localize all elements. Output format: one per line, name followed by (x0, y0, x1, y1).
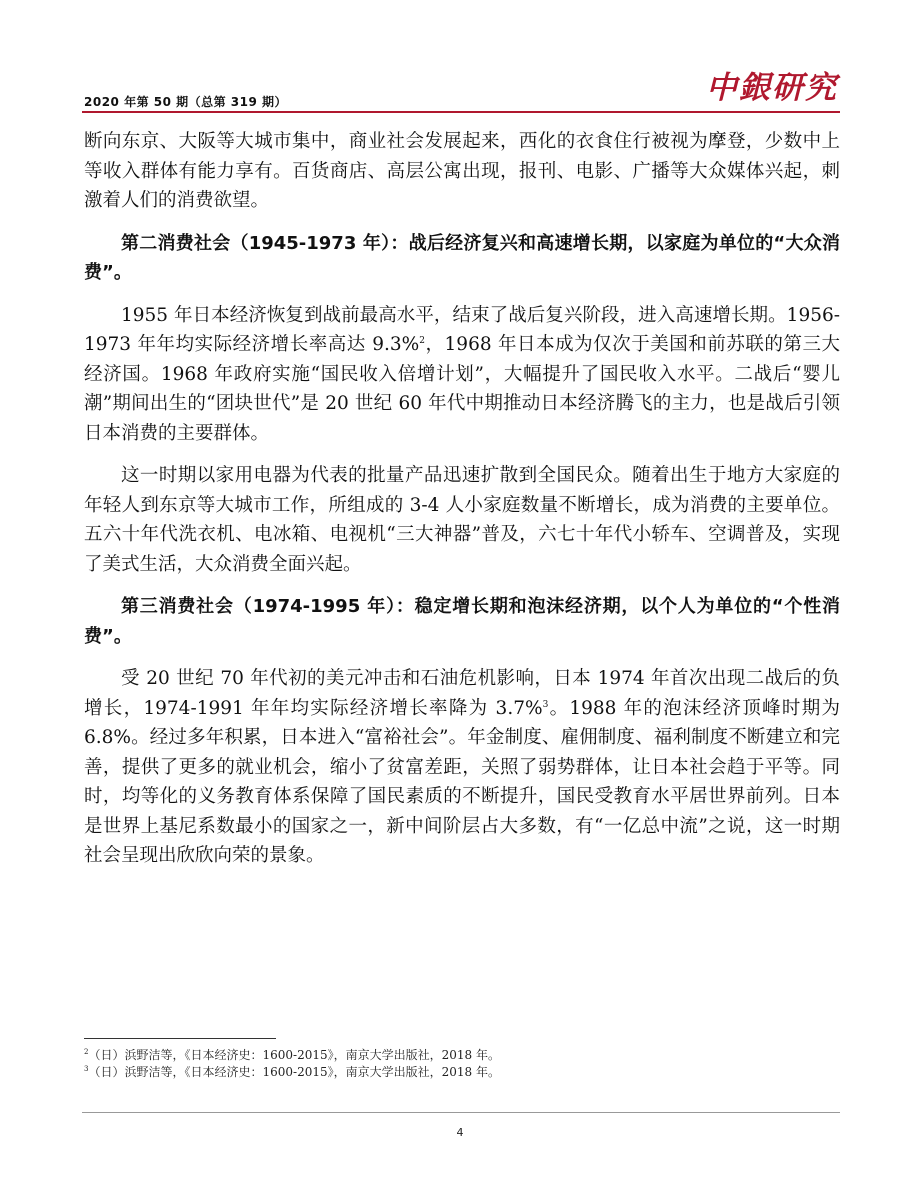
paragraph-continuation: 断向东京、大阪等大城市集中，商业社会发展起来，西化的衣食住行被视为摩登，少数中上等收入群体有能力享有。百货商店、高层公寓出现，报刊、电影、广播等大众媒体兴起，刺激着人们的消费欲望。 (84, 131, 840, 211)
paragraph-text: ，1968 年日本成为仅次于美国和前苏联的第三大经济国。1968 年政府实施“国民收入倍增计划”，大幅提升了国民收入水平。二战后“婴儿潮”期间出生的“团块世代”是 20 世纪 60 年代中期推动日本经济腾飞的主力，也是战后引领日本消费的主要群体。 (84, 334, 841, 444)
footnote-number: 2 (84, 1048, 89, 1056)
paragraph-text: 1955 年日本经济恢复到战前最高水平，结束了战后复兴阶段，进入高速增长期。1956-1973 年年均实际经济增长率高达 9.3% (84, 304, 840, 355)
bank-logo: 中銀研究 (706, 70, 838, 106)
issue-label: 2020 年第 50 期（总第 319 期） (84, 95, 288, 109)
footnote-text: （日）浜野洁等，《日本经济史：1600-2015》，南京大学出版社，2018 年。 (88, 1048, 500, 1062)
footnote-ref[interactable]: 2 (419, 335, 425, 346)
page-header (82, 62, 840, 114)
footnote-ref[interactable]: 3 (542, 699, 549, 710)
paragraph-text: 。1988 年的泡沫经济顶峰时期为 6.8%。经过多年积累，日本进入“富裕社会”。年金制度、雇佣制度、福利制度不断建立和完善，提供了更多的就业机会，缩小了贫富差距，关照了弱势群体，让日本社会趋于平等。同时，均等化的义务教育体系保障了国民素质的不断提升，国民受教育水平居世界前列。日本是世界上基尼系数最小的国家之一，新中间阶层占大多数，有“一亿总中流”之说，这一时期社会呈现出欣欣向荣的景象。 (84, 697, 840, 866)
footer-divider (82, 1112, 840, 1113)
page-number: 4 (456, 1126, 464, 1139)
paragraph-mass-consumption: 这一时期以家用电器为代表的批量产品迅速扩散到全国民众。随着出生于地方大家庭的年轻人到东京等大城市工作，所组成的 3-4 人小家庭数量不断增长，成为消费的主要单位。五六十年代洗衣机、电冰箱、电视机“三大神器”普及，六七十年代小轿车、空调普及，实现了美式生活，大众消费全面兴起。 (84, 465, 840, 575)
footnote-text: （日）浜野洁等，《日本经济史：1600-2015》，南京大学出版社，2018 年。 (88, 1065, 500, 1079)
header-divider (82, 111, 840, 113)
footnote-number: 3 (84, 1065, 89, 1073)
paragraph-high-growth (84, 301, 840, 449)
footnote-item (84, 1047, 840, 1064)
footnotes (84, 1047, 840, 1081)
section-heading-second-consumer-society: 第二消费社会（1945-1973 年）：战后经济复兴和高速增长期，以家庭为单位的“大众消费”。 (84, 232, 840, 283)
footnote-item (84, 1064, 840, 1081)
footnote-divider (84, 1038, 276, 1039)
paragraph-text: 受 20 世纪 70 年代初的美元冲击和石油危机影响，日本 1974 年首次出现二战后的负增长，1974-1991 年年均实际经济增长率降为 3.7% (84, 668, 840, 719)
paragraph-stable-growth (84, 664, 840, 871)
article-body (84, 127, 840, 871)
section-heading-third-consumer-society: 第三消费社会（1974-1995 年）：稳定增长期和泡沫经济期，以个人为单位的“个性消费”。 (84, 596, 840, 647)
